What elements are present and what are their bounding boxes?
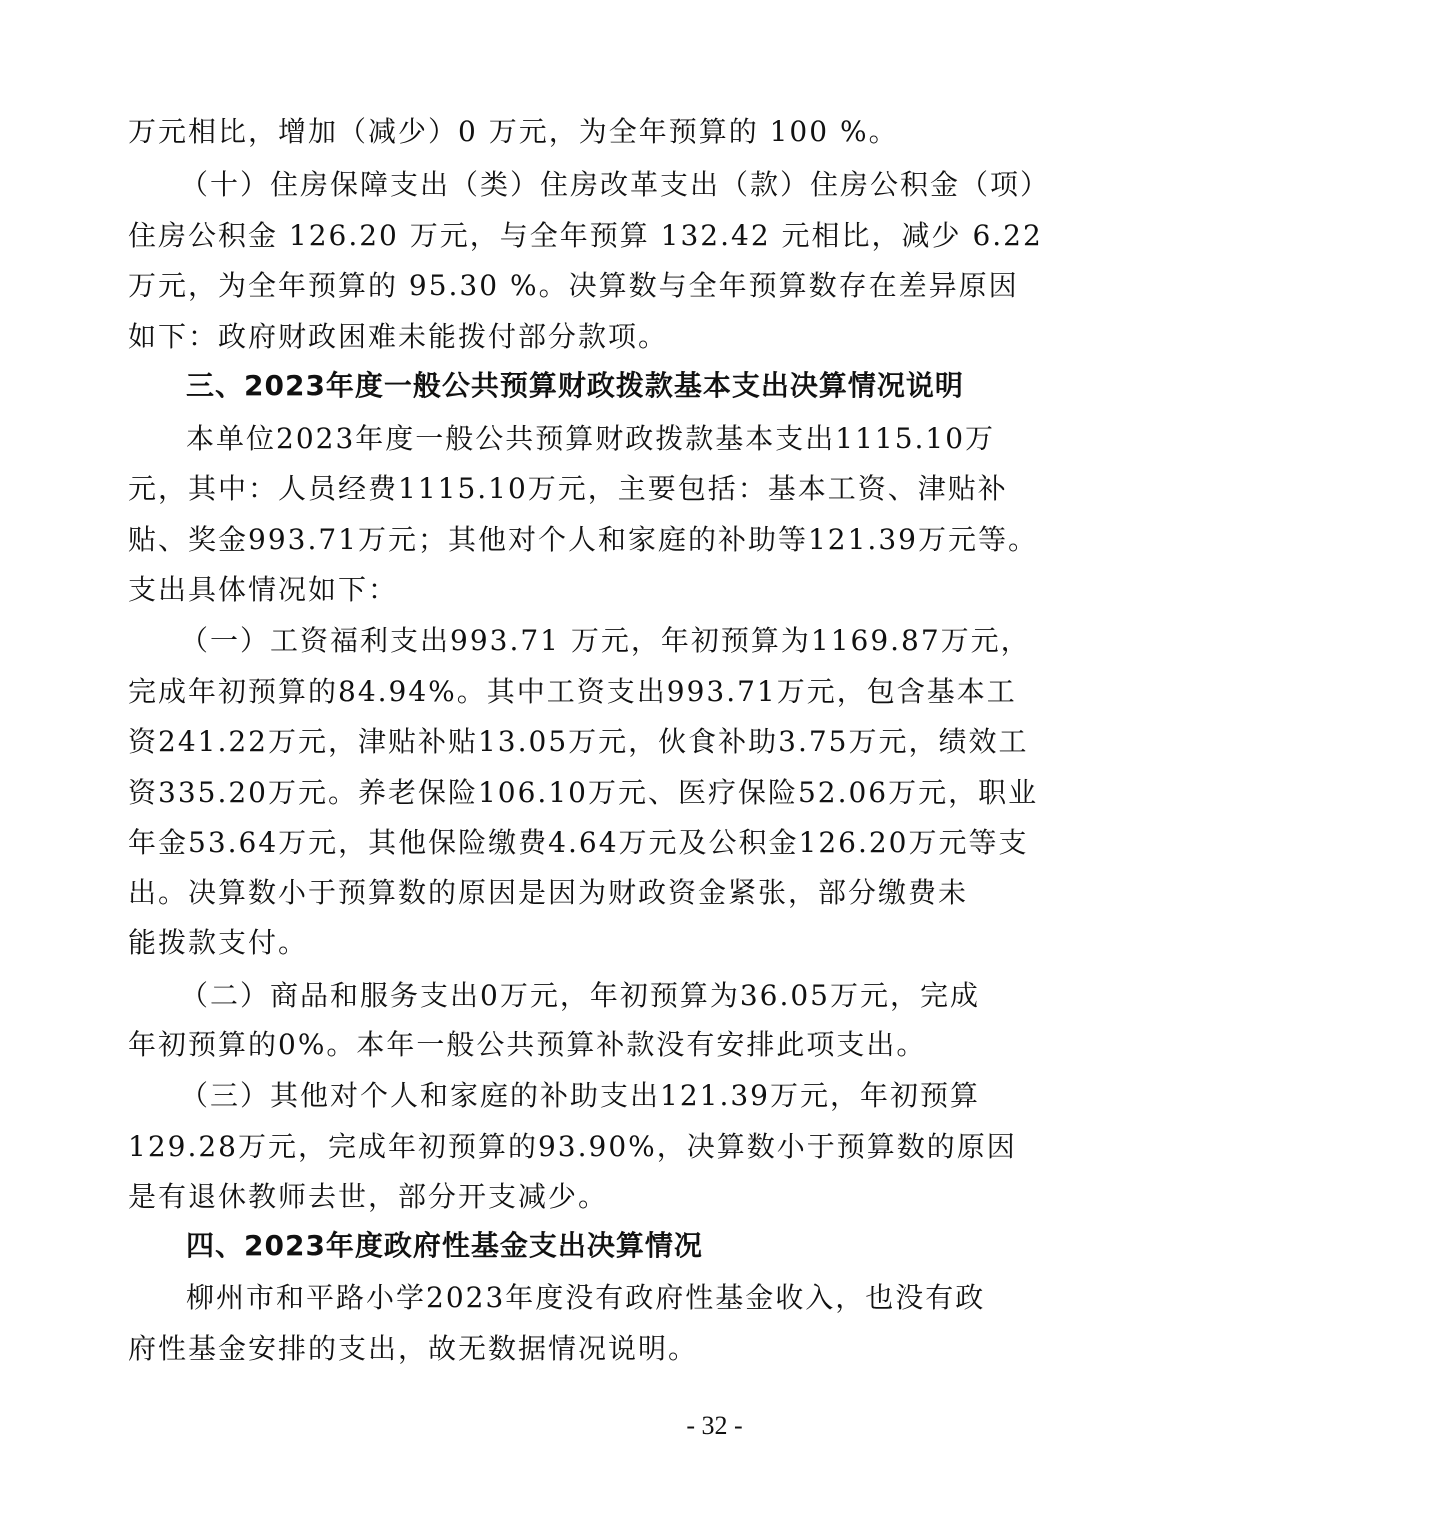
paragraph-line: （三）其他对个人和家庭的补助支出121.39万元，年初预算 bbox=[180, 1079, 980, 1112]
paragraph-line: 完成年初预算的84.94%。其中工资支出993.71万元，包含基本工 bbox=[128, 675, 1017, 708]
section-heading: 三、2023年度一般公共预算财政拨款基本支出决算情况说明 bbox=[186, 369, 964, 402]
paragraph-line: 资241.22万元，津贴补贴13.05万元，伙食补助3.75万元，绩效工 bbox=[128, 725, 1029, 758]
paragraph-line: 住房公积金 126.20 万元，与全年预算 132.42 元相比，减少 6.22 bbox=[128, 219, 1043, 252]
page-number: - 32 - bbox=[686, 1411, 743, 1440]
paragraph-line: （十）住房保障支出（类）住房改革支出（款）住房公积金（项） bbox=[180, 168, 1051, 201]
paragraph-line: （二）商品和服务支出0万元，年初预算为36.05万元，完成 bbox=[180, 979, 980, 1012]
paragraph-line: 年金53.64万元，其他保险缴费4.64万元及公积金126.20万元等支 bbox=[128, 826, 1029, 859]
paragraph-line: 能拨款支付。 bbox=[128, 926, 309, 959]
paragraph-line: 年初预算的0%。本年一般公共预算补款没有安排此项支出。 bbox=[128, 1028, 927, 1061]
paragraph-line: 万元相比，增加（减少）0 万元，为全年预算的 100 %。 bbox=[128, 115, 899, 148]
paragraph-line: 柳州市和平路小学2023年度没有政府性基金收入，也没有政 bbox=[186, 1281, 986, 1314]
paragraph-line: 如下：政府财政困难未能拨付部分款项。 bbox=[128, 320, 669, 353]
paragraph-line: 元，其中：人员经费1115.10万元，主要包括：基本工资、津贴补 bbox=[128, 472, 1008, 505]
section-heading: 四、2023年度政府性基金支出决算情况 bbox=[186, 1229, 703, 1262]
paragraph-line: 万元，为全年预算的 95.30 %。决算数与全年预算数存在差异原因 bbox=[128, 269, 1019, 302]
paragraph-line: 支出具体情况如下： bbox=[128, 573, 399, 606]
paragraph-line: （一）工资福利支出993.71 万元，年初预算为1169.87万元， bbox=[180, 624, 1031, 657]
paragraph-line: 贴、奖金993.71万元；其他对个人和家庭的补助等121.39万元等。 bbox=[128, 523, 1038, 556]
paragraph-line: 府性基金安排的支出，故无数据情况说明。 bbox=[128, 1332, 699, 1365]
paragraph-line: 出。决算数小于预算数的原因是因为财政资金紧张，部分缴费未 bbox=[128, 876, 969, 909]
paragraph-line: 资335.20万元。养老保险106.10万元、医疗保险52.06万元，职业 bbox=[128, 776, 1039, 809]
paragraph-line: 本单位2023年度一般公共预算财政拨款基本支出1115.10万 bbox=[186, 422, 996, 455]
paragraph-line: 是有退休教师去世，部分开支减少。 bbox=[128, 1180, 609, 1213]
paragraph-line: 129.28万元，完成年初预算的93.90%，决算数小于预算数的原因 bbox=[128, 1130, 1017, 1163]
